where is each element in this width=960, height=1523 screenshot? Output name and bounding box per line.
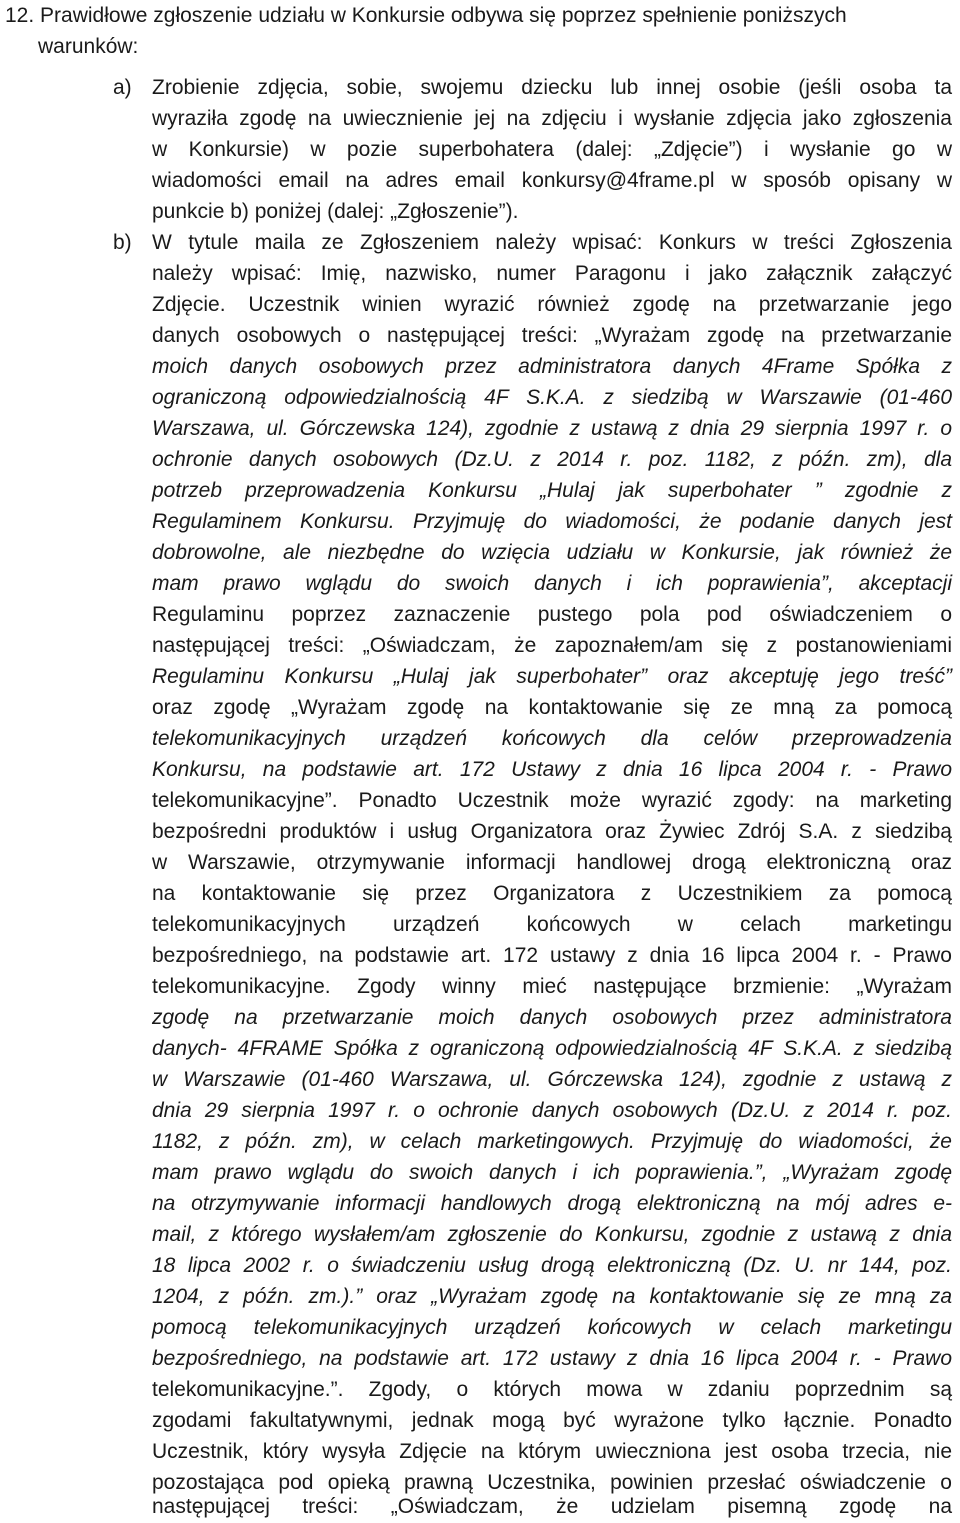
item-b-line: mail, z którego wysłałem/am zgłoszenie do Konkursu, zgodnie z ustawą z dnia <box>152 1223 952 1246</box>
item-b-line: na kontaktowanie się przez Organizatora z Uczestnikiem za pomocą <box>152 882 952 905</box>
item-b-line: bezpośredniego, na podstawie art. 172 ustawy z dnia 16 lipca 2004 r. - Prawo <box>152 944 952 967</box>
item-b-line: telekomunikacyjne.”. Zgody, o których mowa w zdaniu poprzednim są <box>152 1378 952 1401</box>
item-a-line: w Konkursie) w pozie superbohatera (dalej: „Zdjęcie”) i wysłanie go w <box>152 138 952 161</box>
item-b-line: 18 lipca 2002 r. o świadczeniu usług drogą elektroniczną (Dz. U. nr 144, poz. <box>152 1254 952 1277</box>
section-number: 12. <box>5 4 35 27</box>
item-b-line: W tytule maila ze Zgłoszeniem należy wpisać: Konkurs w treści Zgłoszenia <box>152 231 952 254</box>
item-b-line: Uczestnik, który wysyła Zdjęcie na którym uwieczniona jest osoba trzecia, nie <box>152 1440 952 1463</box>
item-b-line: bezpośredniego, na podstawie art. 172 ustawy z dnia 16 lipca 2004 r. - Prawo <box>152 1347 952 1370</box>
item-b-line: zgodami fakultatywnymi, jednak mogą być wyrażone tylko łącznie. Ponadto <box>152 1409 952 1432</box>
item-b-line: Konkursu, na podstawie art. 172 Ustawy z dnia 16 lipca 2004 r. - Prawo <box>152 758 952 781</box>
item-b-line: Regulaminem Konkursu. Przyjmuję do wiadomości, że podanie danych jest <box>152 510 952 533</box>
item-b-line: moich danych osobowych przez administratora danych 4Frame Spółka z <box>152 355 952 378</box>
item-b-line: pomocą telekomunikacyjnych urządzeń końcowych w celach marketingu <box>152 1316 952 1339</box>
item-b-line: dnia 29 sierpnia 1997 r. o ochronie danych osobowych (Dz.U. z 2014 r. poz. <box>152 1099 952 1122</box>
item-b-marker: b) <box>113 231 132 254</box>
item-b-line: pozostająca pod opieką prawną Uczestnika, powinien przesłać oświadczenie o <box>152 1471 952 1494</box>
item-a-line: wyraziła zgodę na uwiecznienie jej na zdjęciu i wysłanie zdjęcia jako zgłoszenia <box>152 107 952 130</box>
item-b-line: mam prawo wglądu do swoich danych i ich poprawienia.”, „Wyrażam zgodę <box>152 1161 952 1184</box>
item-b-line: na otrzymywanie informacji handlowych drogą elektroniczną na mój adres e- <box>152 1192 952 1215</box>
item-b-line: danych osobowych o następującej treści: „Wyrażam zgodę na przetwarzanie <box>152 324 952 347</box>
item-b-line: danych- 4FRAME Spółka z ograniczoną odpowiedzialnością 4F S.K.A. z siedzibą <box>152 1037 952 1060</box>
item-b-line: telekomunikacyjnych urządzeń końcowych w celach marketingu <box>152 913 952 936</box>
item-b-line: w Warszawie (01-460 Warszawa, ul. Górczewska 124), zgodnie z ustawą z <box>152 1068 952 1091</box>
item-b-line: następującej treści: „Oświadczam, że udzielam pisemną zgodę na <box>152 1495 952 1518</box>
item-b-line: Zdjęcie. Uczestnik winien wyrazić również zgodę na przetwarzanie jego <box>152 293 952 316</box>
item-b-line: ograniczoną odpowiedzialnością 4F S.K.A. z siedzibą w Warszawie (01-460 <box>152 386 952 409</box>
item-b-line: Warszawa, ul. Górczewska 124), zgodnie z ustawą z dnia 29 sierpnia 1997 r. o <box>152 417 952 440</box>
section-heading-continuation: warunków: <box>38 35 139 58</box>
item-a-line: punkcie b) poniżej (dalej: „Zgłoszenie”). <box>152 200 519 223</box>
item-b-line: następującej treści: „Oświadczam, że zapoznałem/am się z postanowieniami <box>152 634 952 657</box>
section-heading-text: Prawidłowe zgłoszenie udziału w Konkursie odbywa się poprzez spełnienie poniższych <box>40 4 847 27</box>
item-b-line: ochronie danych osobowych (Dz.U. z 2014 r. poz. 1182, z późn. zm), dla <box>152 448 952 471</box>
item-b-line: telekomunikacyjnych urządzeń końcowych dla celów przeprowadzenia <box>152 727 952 750</box>
item-a-line: wiadomości email na adres email konkursy@4frame.pl w sposób opisany w <box>152 169 952 192</box>
section-heading <box>5 0 955 31</box>
item-b-line: Regulaminu poprzez zaznaczenie pustego pola pod oświadczeniem o <box>152 603 952 626</box>
item-b-line: 1182, z późn. zm), w celach marketingowych. Przyjmuję do wiadomości, że <box>152 1130 952 1153</box>
item-b-line: mam prawo wglądu do swoich danych i ich poprawienia”, akceptacji <box>152 572 952 595</box>
item-b-line: 1204, z późn. zm.).” oraz „Wyrażam zgodę na kontaktowanie się ze mną za <box>152 1285 952 1308</box>
item-b-line: potrzeb przeprowadzenia Konkursu „Hulaj jak superbohater ” zgodnie z <box>152 479 952 502</box>
item-b-line: w Warszawie, otrzymywanie informacji handlowej drogą elektroniczną oraz <box>152 851 952 874</box>
item-b-line: należy wpisać: Imię, nazwisko, numer Paragonu i jako załącznik załączyć <box>152 262 952 285</box>
item-b-line: bezpośredni produktów i usług Organizatora oraz Żywiec Zdrój S.A. z siedzibą <box>152 820 952 843</box>
item-b-line: zgodę na przetwarzanie moich danych osobowych przez administratora <box>152 1006 952 1029</box>
item-b-line: Regulaminu Konkursu „Hulaj jak superbohater” oraz akceptuję jego treść” <box>152 665 952 688</box>
item-a-line: Zrobienie zdjęcia, sobie, swojemu dziecku lub innej osobie (jeśli osoba ta <box>152 76 952 99</box>
item-b-line: telekomunikacyjne. Zgody winny mieć następujące brzmienie: „Wyrażam <box>152 975 952 998</box>
item-a-marker: a) <box>113 76 132 99</box>
item-b-line: dobrowolne, ale niezbędne do wzięcia udziału w Konkursie, jak również że <box>152 541 952 564</box>
item-b-line: telekomunikacyjne”. Ponadto Uczestnik może wyrazić zgody: na marketing <box>152 789 952 812</box>
item-b-line: oraz zgodę „Wyrażam zgodę na kontaktowanie się ze mną za pomocą <box>152 696 952 719</box>
